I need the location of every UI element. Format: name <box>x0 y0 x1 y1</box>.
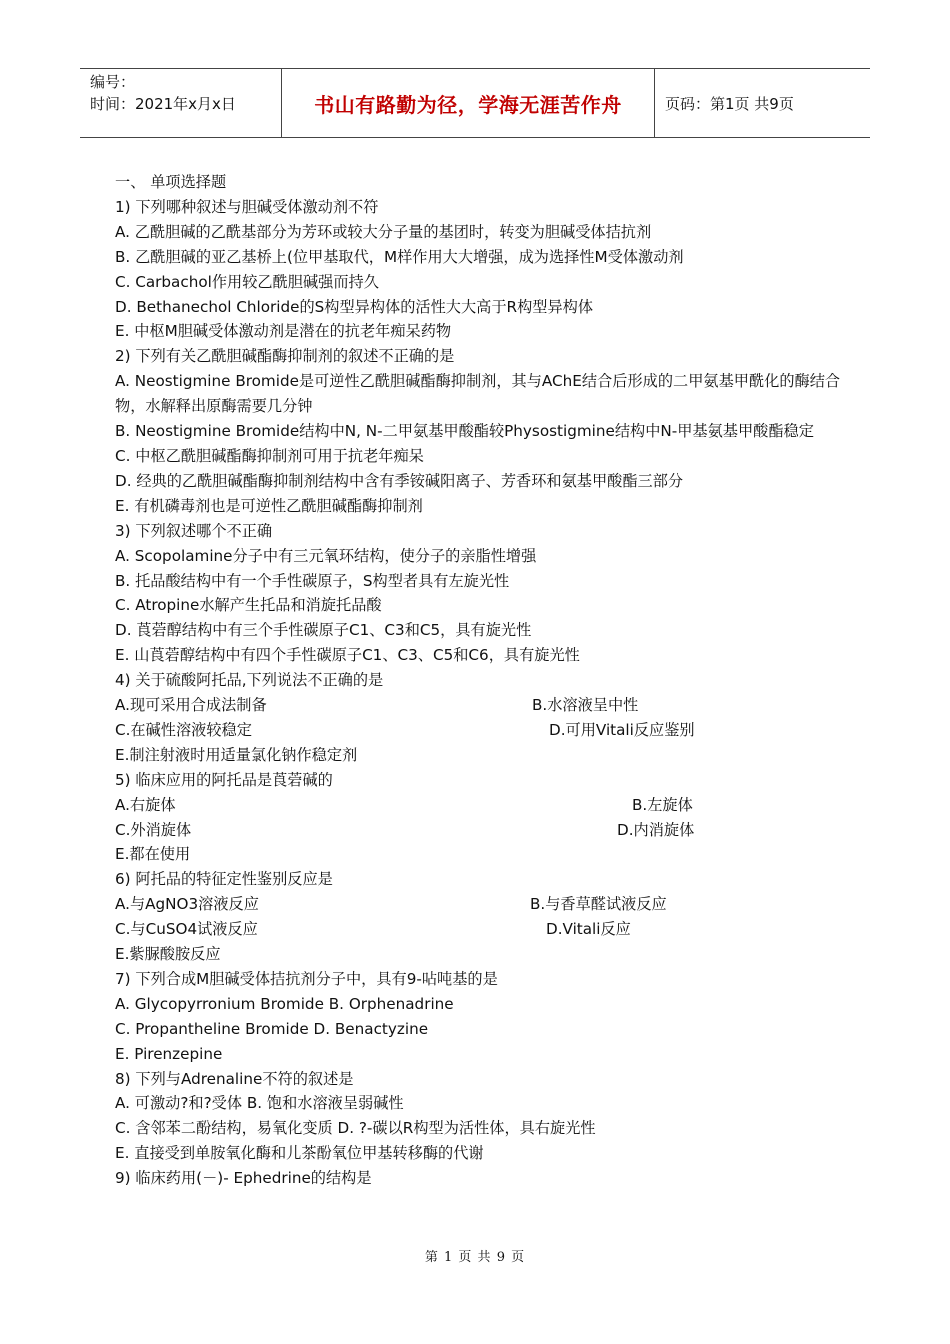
header-motto: 书山有路勤为径，学海无涯苦作舟 <box>281 69 655 137</box>
question-stem: 5) 临床应用的阿托品是莨菪碱的 <box>115 770 333 789</box>
option-c: C.在碱性溶液较稳定 <box>115 720 252 739</box>
option-c: C.与CuSO4试液反应 <box>115 920 258 939</box>
option-d: D.Vitali反应 <box>546 920 631 939</box>
question-stem: 2) 下列有关乙酰胆碱酯酶抑制剂的叙述不正确的是 <box>115 347 455 366</box>
option-d: D.可用Vitali反应鉴别 <box>549 720 695 739</box>
option-c: C. Carbachol作用较乙酰胆碱强而持久 <box>115 272 379 291</box>
option-e: E. 有机磷毒剂也是可逆性乙酰胆碱酯酶抑制剂 <box>115 496 423 515</box>
option-e: E.都在使用 <box>115 845 191 864</box>
number-label: 编号： <box>90 73 136 91</box>
option-row <box>115 917 845 942</box>
options-cd: C. Propantheline Bromide D. Benactyzine <box>115 1019 429 1038</box>
option-d: D. 经典的乙酰胆碱酯酶抑制剂结构中含有季铵碱阳离子、芳香环和氨基甲酸酯三部分 <box>115 471 684 490</box>
option-c: C.外消旋体 <box>115 820 192 839</box>
option-row <box>115 693 845 718</box>
option-b: B. 托品酸结构中有一个手性碳原子，S构型者具有左旋光性 <box>115 571 510 590</box>
option-a: A. 乙酰胆碱的乙酰基部分为芳环或较大分子量的基团时，转变为胆碱受体拮抗剂 <box>115 222 652 241</box>
options-ab: A. Glycopyrronium Bromide B. Orphenadrine <box>115 994 454 1013</box>
time-label: 时间：2021年x月x日 <box>90 95 236 113</box>
option-a: A. Neostigmine Bromide是可逆性乙酰胆碱酯酶抑制剂，其与AChE结合后形成的二甲氨基甲酰化的酶结合物，水解释出原酶需要几分钟 <box>115 372 841 416</box>
option-c: C. Atropine水解产生托品和消旋托品酸 <box>115 596 382 615</box>
question-stem: 6) 阿托品的特征定性鉴别反应是 <box>115 870 333 889</box>
option-row <box>115 718 845 743</box>
options-cd: C. 含邻苯二酚结构，易氧化变质 D. ?-碳以R构型为活性体，具右旋光性 <box>115 1119 596 1138</box>
option-e: E.紫脲酸胺反应 <box>115 945 221 963</box>
question-stem: 3) 下列叙述哪个不正确 <box>115 521 273 540</box>
option-a: A.右旋体 <box>115 795 176 814</box>
question-stem: 8) 下列与Adrenaline不符的叙述是 <box>115 1069 354 1088</box>
page-header <box>80 68 870 138</box>
option-c: C. 中枢乙酰胆碱酯酶抑制剂可用于抗老年痴呆 <box>115 446 424 465</box>
option-a: A. Scopolamine分子中有三元氧环结构，使分子的亲脂性增强 <box>115 546 537 565</box>
header-page-label: 页码：第1页 共9页 <box>665 94 794 113</box>
option-b: B.左旋体 <box>632 795 693 814</box>
page-footer: 第 1 页 共 9 页 <box>424 1250 526 1265</box>
option-d: D. Bethanechol Chloride的S构型异构体的活性大大高于R构型异构体 <box>115 297 594 316</box>
option-e: E. 中枢M胆碱受体激动剂是潜在的抗老年痴呆药物 <box>115 322 452 341</box>
option-d: D.内消旋体 <box>617 820 695 839</box>
section-title: 一、 单项选择题 <box>115 173 227 191</box>
option-e: E. Pirenzepine <box>115 1044 223 1063</box>
header-left <box>80 69 281 137</box>
question-stem: 9) 临床药用(－)- Ephedrine的结构是 <box>115 1169 372 1188</box>
question-stem: 1) 下列哪种叙述与胆碱受体激动剂不符 <box>115 197 379 216</box>
question-stem: 7) 下列合成M胆碱受体拮抗剂分子中，具有9-呫吨基的是 <box>115 969 498 988</box>
option-a: A.现可采用合成法制备 <box>115 696 267 715</box>
option-row <box>115 892 845 917</box>
question-stem: 4) 关于硫酸阿托品,下列说法不正确的是 <box>115 671 384 690</box>
option-row <box>115 793 845 818</box>
option-b: B.与香草醛试液反应 <box>530 895 667 914</box>
option-e: E. 直接受到单胺氧化酶和儿茶酚氧位甲基转移酶的代谢 <box>115 1144 484 1163</box>
option-row <box>115 818 845 843</box>
option-e: E. 山莨菪醇结构中有四个手性碳原子C1、C3、C5和C6，具有旋光性 <box>115 646 580 665</box>
option-d: D. 莨菪醇结构中有三个手性碳原子C1、C3和C5，具有旋光性 <box>115 621 532 640</box>
option-b: B. Neostigmine Bromide结构中N, N-二甲氨基甲酸酯较Physostigmine结构中N-甲基氨基甲酸酯稳定 <box>115 422 814 441</box>
document-body <box>115 170 845 1191</box>
option-a: A.与AgNO3溶液反应 <box>115 895 259 914</box>
options-ab: A. 可激动?和?受体 B. 饱和水溶液呈弱碱性 <box>115 1094 404 1113</box>
option-e: E.制注射液时用适量氯化钠作稳定剂 <box>115 745 358 764</box>
option-b: B.水溶液呈中性 <box>532 696 639 715</box>
option-b: B. 乙酰胆碱的亚乙基桥上(位甲基取代，M样作用大大增强，成为选择性M受体激动剂 <box>115 247 684 266</box>
